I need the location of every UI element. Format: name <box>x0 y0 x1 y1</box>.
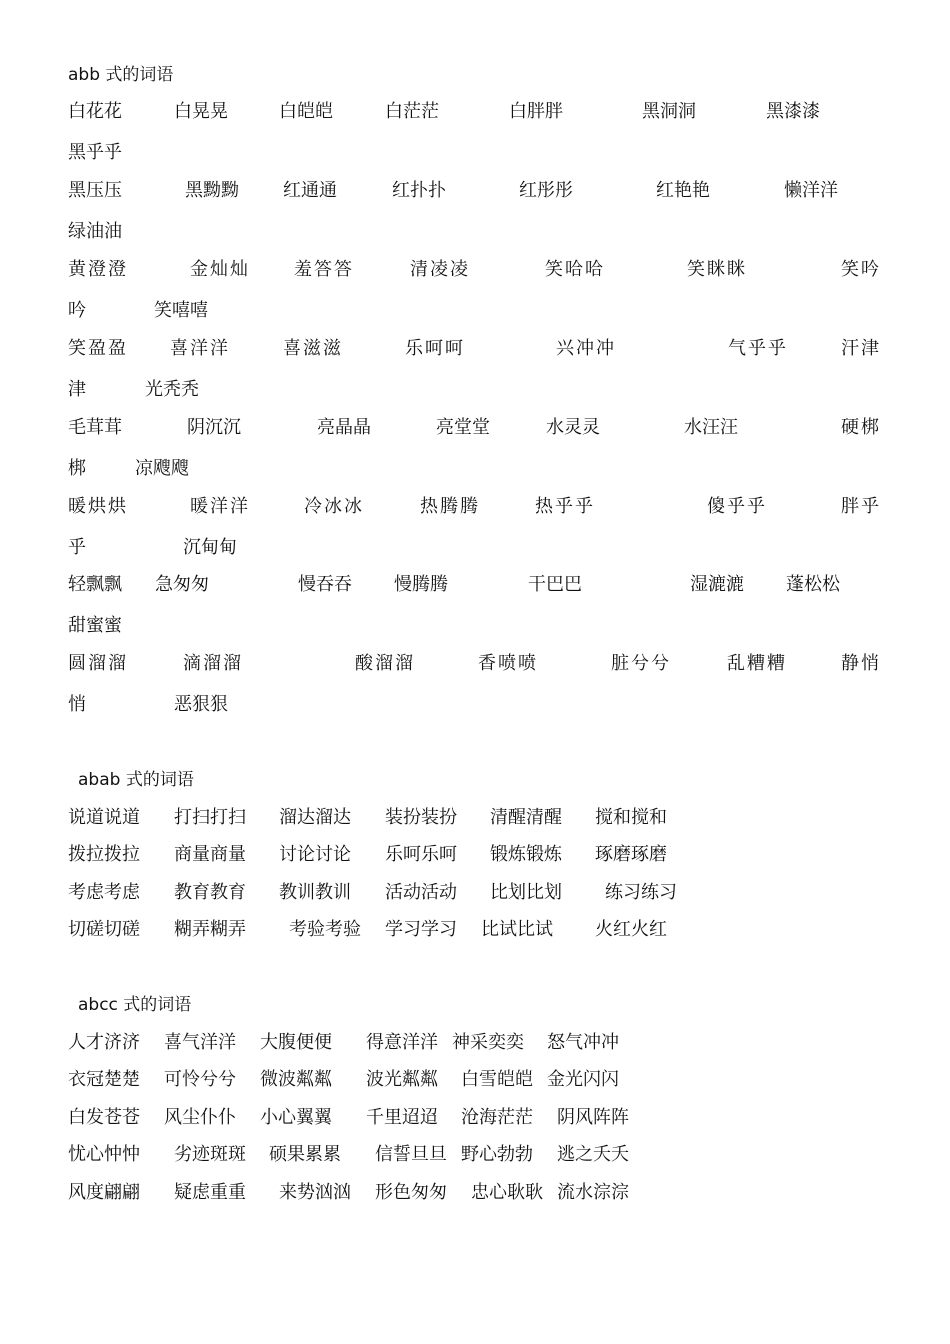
word: 切磋切磋 <box>68 919 140 940</box>
word: 亮堂堂 <box>436 417 490 438</box>
word: 红扑扑 <box>392 180 446 201</box>
word: 忧心忡忡 <box>68 1144 140 1165</box>
word: 轻飘飘 <box>68 574 122 595</box>
word: 红通通 <box>283 180 337 201</box>
abb-line-15 <box>0 651 950 677</box>
word: 白茫茫 <box>385 101 439 122</box>
abb-line-12 <box>0 535 950 561</box>
word: 沧海茫茫 <box>461 1107 533 1128</box>
word: 喜滋滋 <box>283 338 343 359</box>
word: 香喷喷 <box>478 653 538 674</box>
word: 白晃晃 <box>174 101 228 122</box>
abab-section-heading: abab 式的词语 <box>78 770 194 790</box>
word: 胖乎 <box>841 496 881 517</box>
abb-line-14 <box>0 613 950 639</box>
word: 可怜兮兮 <box>164 1069 236 1090</box>
word: 绿油油 <box>68 221 122 242</box>
word: 阴风阵阵 <box>557 1107 629 1128</box>
word: 滴溜溜 <box>183 653 243 674</box>
word: 黑洞洞 <box>642 101 696 122</box>
abcc-line-2 <box>0 1067 950 1093</box>
abb-line-4 <box>0 219 950 245</box>
word: 来势汹汹 <box>279 1182 351 1203</box>
word: 大腹便便 <box>260 1032 332 1053</box>
word: 暖洋洋 <box>190 496 250 517</box>
word: 懒洋洋 <box>784 180 838 201</box>
word: 水汪汪 <box>684 417 738 438</box>
word: 怒气冲冲 <box>547 1032 619 1053</box>
word: 硬梆 <box>841 417 881 438</box>
word: 傻乎乎 <box>707 496 767 517</box>
word: 兴冲冲 <box>556 338 616 359</box>
word: 阴沉沉 <box>187 417 241 438</box>
abab-line-1 <box>0 805 950 831</box>
word: 练习练习 <box>605 882 677 903</box>
word: 清醒清醒 <box>490 807 562 828</box>
word: 清凌凌 <box>410 259 470 280</box>
word: 小心翼翼 <box>260 1107 332 1128</box>
word: 乐呵乐呵 <box>385 844 457 865</box>
abb-section-heading: abb 式的词语 <box>68 65 174 85</box>
word: 野心勃勃 <box>461 1144 533 1165</box>
word: 白雪皑皑 <box>461 1069 533 1090</box>
word: 风尘仆仆 <box>164 1107 236 1128</box>
word: 悄 <box>68 694 86 715</box>
word: 毛茸茸 <box>68 417 122 438</box>
word: 笑哈哈 <box>545 259 605 280</box>
word: 白皑皑 <box>279 101 333 122</box>
abcc-section-heading: abcc 式的词语 <box>78 995 192 1015</box>
abab-line-3 <box>0 880 950 906</box>
word: 笑吟 <box>841 259 881 280</box>
abb-line-11 <box>0 494 950 520</box>
abb-line-2 <box>0 140 950 166</box>
word: 金灿灿 <box>190 259 250 280</box>
word: 喜洋洋 <box>170 338 230 359</box>
abab-line-4 <box>0 917 950 943</box>
word: 甜蜜蜜 <box>68 615 122 636</box>
abb-line-6 <box>0 298 950 324</box>
word: 乐呵呵 <box>405 338 465 359</box>
word: 活动活动 <box>385 882 457 903</box>
word: 羞答答 <box>294 259 354 280</box>
word: 光秃秃 <box>145 379 199 400</box>
word: 急匆匆 <box>155 574 209 595</box>
word: 红艳艳 <box>656 180 710 201</box>
abcc-line-5 <box>0 1180 950 1206</box>
word: 微波粼粼 <box>260 1069 332 1090</box>
word: 热乎乎 <box>535 496 595 517</box>
word: 装扮装扮 <box>385 807 457 828</box>
word: 吟 <box>68 300 86 321</box>
word: 流水淙淙 <box>557 1182 629 1203</box>
word: 比划比划 <box>490 882 562 903</box>
word: 干巴巴 <box>528 574 582 595</box>
word: 教训教训 <box>279 882 351 903</box>
word: 慢腾腾 <box>394 574 448 595</box>
word: 黑压压 <box>68 180 122 201</box>
abcc-line-1 <box>0 1030 950 1056</box>
word: 劣迹斑斑 <box>174 1144 246 1165</box>
word: 风度翩翩 <box>68 1182 140 1203</box>
word: 商量商量 <box>174 844 246 865</box>
word: 逃之夭夭 <box>557 1144 629 1165</box>
abb-line-10 <box>0 456 950 482</box>
word: 糊弄糊弄 <box>174 919 246 940</box>
word: 黑乎乎 <box>68 142 122 163</box>
word: 教育教育 <box>174 882 246 903</box>
word: 汗津 <box>841 338 881 359</box>
word: 沉甸甸 <box>183 537 237 558</box>
word: 拨拉拨拉 <box>68 844 140 865</box>
word: 圆溜溜 <box>68 653 128 674</box>
word: 考验考验 <box>289 919 361 940</box>
word: 乎 <box>68 537 86 558</box>
abcc-line-4 <box>0 1142 950 1168</box>
word: 笑嘻嘻 <box>154 300 208 321</box>
word: 信誓旦旦 <box>375 1144 447 1165</box>
word: 打扫打扫 <box>174 807 246 828</box>
word: 硕果累累 <box>269 1144 341 1165</box>
word: 水灵灵 <box>546 417 600 438</box>
word: 黑漆漆 <box>766 101 820 122</box>
word: 暖烘烘 <box>68 496 128 517</box>
word: 考虑考虑 <box>68 882 140 903</box>
word: 疑虑重重 <box>174 1182 246 1203</box>
abb-line-9 <box>0 415 950 441</box>
word: 梆 <box>68 458 86 479</box>
word: 琢磨琢磨 <box>595 844 667 865</box>
word: 千里迢迢 <box>366 1107 438 1128</box>
word: 搅和搅和 <box>595 807 667 828</box>
word: 黄澄澄 <box>68 259 128 280</box>
word: 白花花 <box>68 101 122 122</box>
word: 气乎乎 <box>728 338 788 359</box>
word: 人才济济 <box>68 1032 140 1053</box>
word: 冷冰冰 <box>304 496 364 517</box>
word: 湿漉漉 <box>690 574 744 595</box>
word: 溜达溜达 <box>279 807 351 828</box>
word: 金光闪闪 <box>547 1069 619 1090</box>
word: 喜气洋洋 <box>164 1032 236 1053</box>
word: 蓬松松 <box>786 574 840 595</box>
word: 比试比试 <box>481 919 553 940</box>
abb-line-1 <box>0 99 950 125</box>
word: 白发苍苍 <box>68 1107 140 1128</box>
word: 锻炼锻炼 <box>490 844 562 865</box>
word: 笑盈盈 <box>68 338 128 359</box>
word: 酸溜溜 <box>355 653 415 674</box>
word: 凉飕飕 <box>135 458 189 479</box>
word: 衣冠楚楚 <box>68 1069 140 1090</box>
word: 脏兮兮 <box>611 653 671 674</box>
word: 恶狠狠 <box>174 694 228 715</box>
word: 波光粼粼 <box>366 1069 438 1090</box>
word: 说道说道 <box>68 807 140 828</box>
abab-line-2 <box>0 842 950 868</box>
word: 得意洋洋 <box>366 1032 438 1053</box>
word: 乱糟糟 <box>727 653 787 674</box>
word: 讨论讨论 <box>279 844 351 865</box>
abb-line-16 <box>0 692 950 718</box>
word: 亮晶晶 <box>317 417 371 438</box>
word: 静悄 <box>841 653 881 674</box>
abcc-line-3 <box>0 1105 950 1131</box>
abb-line-7 <box>0 336 950 362</box>
word: 形色匆匆 <box>375 1182 447 1203</box>
abb-line-5 <box>0 257 950 283</box>
word: 神采奕奕 <box>452 1032 524 1053</box>
word: 黑黝黝 <box>185 180 239 201</box>
word: 热腾腾 <box>420 496 480 517</box>
word: 津 <box>68 379 86 400</box>
abb-line-3 <box>0 178 950 204</box>
word: 忠心耿耿 <box>471 1182 543 1203</box>
word: 火红火红 <box>595 919 667 940</box>
word: 白胖胖 <box>509 101 563 122</box>
word: 红彤彤 <box>519 180 573 201</box>
abb-line-13 <box>0 572 950 598</box>
abb-line-8 <box>0 377 950 403</box>
word: 慢吞吞 <box>298 574 352 595</box>
word: 学习学习 <box>385 919 457 940</box>
word: 笑眯眯 <box>687 259 747 280</box>
